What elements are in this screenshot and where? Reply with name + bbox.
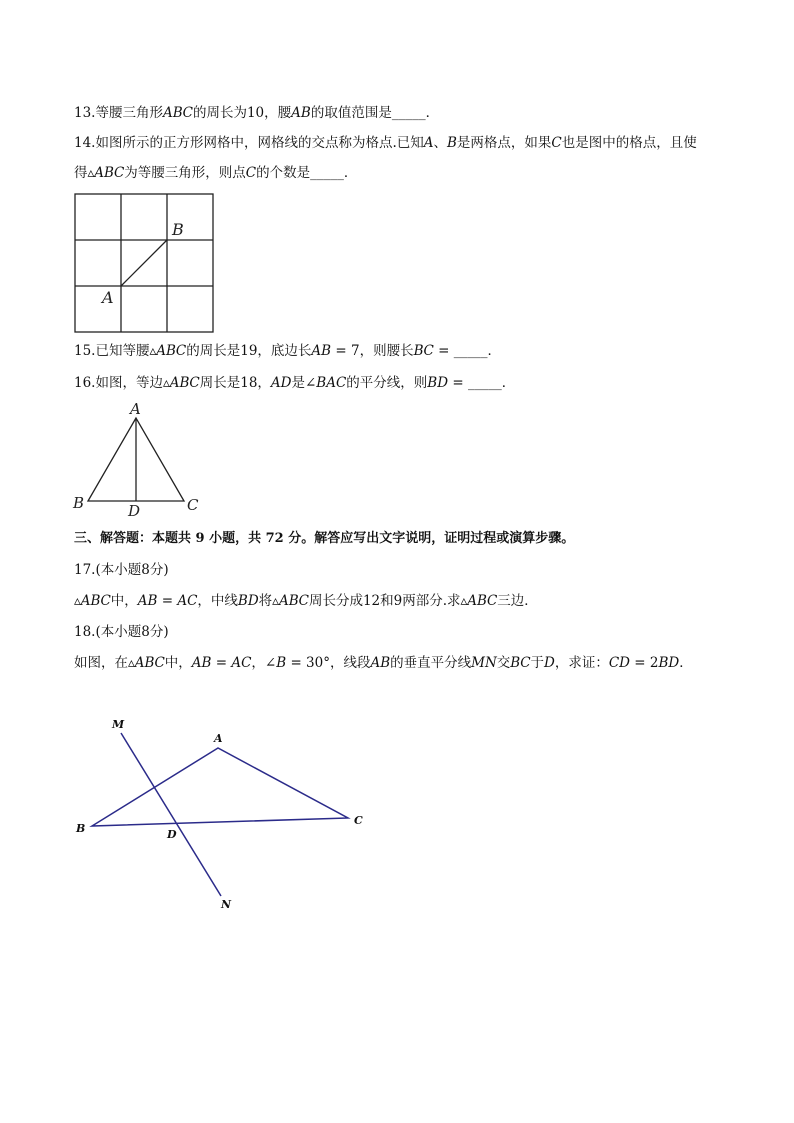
label-b: B [73,494,85,512]
label-b: B [172,220,184,239]
perpendicular-bisector-mn [121,733,221,896]
question-18-heading: 18.(本小题8分) [74,624,169,640]
question-18-body: 如图，在▵𝐴𝐵𝐶中，𝐴𝐵 = 𝐴𝐶，∠𝐵 = 30°，线段𝐴𝐵的垂直平分线𝑀𝑁交𝐵𝐶于𝐷，求证：𝐶𝐷 = 2𝐵𝐷． [74,655,693,671]
section-3-heading: 三、解答题：本题共 9 小题，共 72 分。解答应写出文字说明，证明过程或演算步骤。 [74,531,575,546]
label-d: D [167,828,177,841]
label-m: M [112,718,125,731]
label-a: A [214,732,223,745]
question-13: 13.等腰三角形𝐴𝐵𝐶的周长为10，腰𝐴𝐵的取值范围是_____． [74,105,440,121]
question-16: 16.如图，等边▵𝐴𝐵𝐶周长是18，𝐴𝐷是∠𝐵𝐴𝐶的平分线，则𝐵𝐷 = _____． [74,375,516,391]
label-d: D [128,502,141,520]
label-a: A [130,400,141,418]
triangle-abc [92,748,348,826]
label-a: A [102,288,114,307]
question-17-heading: 17.(本小题8分) [74,562,169,578]
question-14-line-2: 得▵𝐴𝐵𝐶为等腰三角形，则点𝐶的个数是_____． [74,165,358,181]
question-15: 15.已知等腰▵𝐴𝐵𝐶的周长是19，底边长𝐴𝐵 = 7，则腰长𝐵𝐶 = _____． [74,343,501,359]
label-n: N [221,898,232,911]
label-c: C [187,496,199,514]
figure-18-triangle [70,712,380,917]
question-17-body: ▵𝐴𝐵𝐶中，𝐴𝐵 = 𝐴𝐶，中线𝐵𝐷将▵𝐴𝐵𝐶周长分成12和9两部分.求▵𝐴𝐵𝐶三边． [74,593,538,609]
question-14-line-1: 14.如图所示的正方形网格中，网格线的交点称为格点.已知𝐴、𝐵是两格点，如果𝐶也是图中的格点，且使 [74,135,697,151]
segment-ab [121,240,167,286]
label-c: C [354,814,363,827]
label-b: B [76,822,86,835]
figure-14-grid [74,193,216,335]
figure-16-triangle [70,400,210,520]
